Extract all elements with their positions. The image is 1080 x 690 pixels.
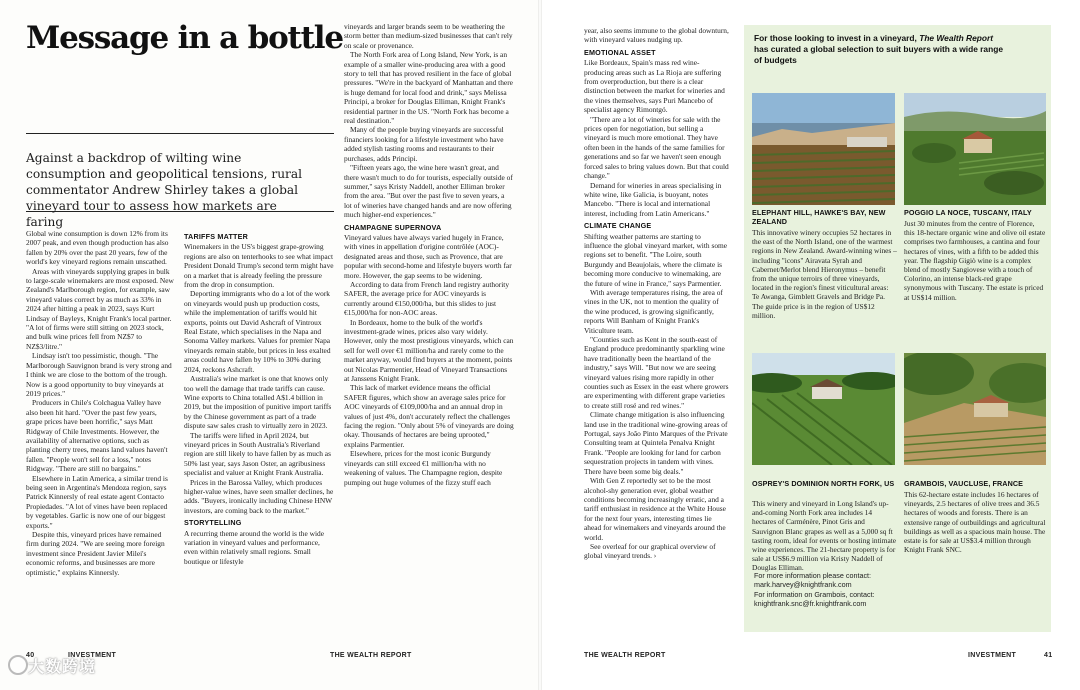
ospreys-dominion-photo [752,353,895,465]
listing-title: ELEPHANT HILL, HAWKE'S BAY, NEW ZEALAND [752,208,886,226]
paragraph: A recurring theme around the world is the wide variation in vineyard values and performance, even within relatively small regions. Small boutique or lifestyle [184,528,324,566]
paragraph: "There are a lot of wineries for sale with the prices open for negotiation, but selling a vineyard is much more emotional. They have often been in the hands of the same families for generations and so far we haven't seen enough forced sales to bring values down. But that could change." [584,114,729,181]
paragraph: Deporting immigrants who do a lot of the work on vineyards would push up production costs, while the implementation of tariffs would hit exports, points out David Ashcraft of Vintroux Real Estate, which specialises in the Napa and Sonoma Valley markets. Values for premier Napa vineyards remain stable, but prices in less exalted areas could have fallen by 10% to 30% during 2024, reckons Ashcraft. [184,289,331,374]
contact-label: For information on Grambois, contact: [754,589,875,599]
paragraph: Despite this, vineyard prices have remained firm during 2024. "We are seeing more foreign investment since President Javier Milei's economic reforms, and businesses are more optimistic," explains Kinnersly. [26,530,165,577]
section-heading-champagne: CHAMPAGNE SUPERNOVA [344,222,442,232]
headline-rule [26,133,334,134]
listing-title: GRAMBOIS, VAUCLUSE, FRANCE [904,479,1024,488]
paragraph: Demand for wineries in areas specialising in white wine, like Galicia, is buoyant, notes Mancebo. "There is local and international interest, including from Latin Americans." [584,180,722,218]
paragraph: Elsewhere, prices for the most iconic Burgundy vineyards can still exceed €1 million/ha with no weakening of values. The Champagne region, despite pumping out huge volumes of the fizzy stuff each [344,449,503,487]
paragraph: Vineyard values have always varied hugely in France, with vines in appellation d'origine contrôlée (AOC)-designated areas and those, such as Provence, that are popular with second-home and lifestyle buyers worth far more. However, the gap seems to be widening. [344,232,512,280]
watermark-logo-icon [8,655,28,675]
article-headline: Message in a bottle [26,20,343,56]
listing-description: This 62-hectare estate includes 16 hectares of vineyards, 2.5 hectares of olive trees and 36.5 hectares of woods and forests. There is an extensive range of outbuildings and agricultural buildings as well as a spacious main house. The estate is for sale at US$3.4 million through Knight Frank SNC. [904,490,1046,555]
page-gutter [538,0,542,690]
paragraph: Prices in the Barossa Valley, which produces higher-value wines, have seen smaller declines, he adds. "Buyers, ironically including Chinese HNW investors, are coming back to the market." [184,477,334,515]
article-column-3 [344,22,514,662]
standfirst-rule [26,211,334,212]
paragraph: This lack of market evidence means the official SAFER figures, which show an average sales price for AOC vineyards of €109,000/ha and an annual drop in values of just 4%, don't accurately reflect the challenges facing the region. "Only about 5% of vineyards are doing okay. Thousands of hectares are being uprooted," explains Parmentier. [344,383,514,449]
paragraph: Areas with vineyards supplying grapes in bulk to large-scale winemakers are most exposed. New Zealand's Marlborough region, for example, saw vineyard values correct by as much as 33% in 2024 after hitting a peak in 2023, says Kurt Lindsay of Bayleys, Knight Frank's local partner. "A lot of firms were still sitting on 2023 stock, and bulk wine prices fell from NZ$7 to NZ$3/litre." [26,266,174,351]
paragraph: The North Fork area of Long Island, New York, is an example of a smaller wine-producing area with a good story to tell that has proved resilient in the face of global pressures. "We're in the backyard of Manhattan and there is huge demand for local food and drink," says Melissa Principi, a broker for Douglas Elliman, Knight Frank's residential partner in the US. "North Fork has become a real destination." [344,50,513,126]
sidebar-intro-publication: The Wealth Report [919,33,994,43]
sidebar-intro-text: For those looking to invest in a vineyard, [754,33,920,43]
paragraph: With Gen Z reportedly set to be the most alcohol-shy generation ever, global weather conditions becoming increasingly erratic, and a tariff enthusiast in residence at the White House for the next four years, interesting times lie ahead for winemakers and vineyards around the world. [584,476,726,542]
contact-email-link[interactable]: knightfrank.snc@fr.knightfrank.com [754,599,867,609]
section-label-left: INVESTMENT [68,652,117,659]
page-number-left: 40 [26,652,35,659]
section-label-right: INVESTMENT [968,652,1017,659]
listing-description: This innovative winery occupies 52 hectares in the east of the North Island, one of the warmest regions in New Zealand. Award-winning wines – including "icons" Airavata Syrah and Cabernet/Merlot blend Hieronymus – benefit from the unique terroirs of three vineyards, located in the region's finest viticultural areas: Te Awanga, Gimblett Gravels and Bridge Pa. The guide price is in the region of US$12 million. [752,228,897,320]
listing-title: POGGIO LA NOCE, TUSCANY, ITALY [904,208,1032,217]
paragraph: vineyards and larger brands seem to be weathering the storm better than medium-sized businesses that can't rely on scale or provenance. [344,22,513,50]
paragraph: Climate change mitigation is also influencing land use in the traditional wine-growing areas of Portugal, says João Pinto Marques of the Private Consulting team at Quintela Penalva Knight Frank. "People are looking for land for carbon sequestration projects in tandem with vines. There have been some big deals." [584,410,728,476]
contact-email-link[interactable]: mark.harvey@knightfrank.com [754,580,852,590]
paragraph: Australia's wine market is one that knows only too well the damage that trade tariffs can cause. Wine exports to China totalled A$1.4 billion in 2019, but the imposition of punitive import tariffs by the Chinese government as part of a trade dispute saw sales crash to virtually zero in 2023. [184,374,332,431]
paragraph: Winemakers in the US's biggest grape-growing regions are also on tenterhooks to see what impact President Donald Trump's second term might have on a market that is already feeling the pressure from the drop in consumption. [184,242,334,290]
sidebar-intro-text: has curated a global selection to suit buyers with a wide range of budgets [754,43,1003,65]
section-heading-emotional-asset: EMOTIONAL ASSET [584,47,656,57]
paragraph: According to data from French land registry authority SAFER, the average price for AOC vineyards is currently around €150,000/ha, but this slides to just €15,000/ha for non-AOC areas. [344,279,510,318]
vineyard-listings-sidebar [744,25,1051,632]
section-heading-climate-change: CLIMATE CHANGE [584,221,652,231]
sidebar-intro [754,33,1004,65]
grambois-photo [904,353,1046,465]
watermark: 大数跨境 [28,657,97,676]
paragraph: With average temperatures rising, the area of vines in the UK, not to mention the quality of the wine produced, is growing significantly, reports Will Banham of Knight Frank's Viticulture team. [584,287,723,335]
listing-title: OSPREY'S DOMINION NORTH FORK, US [752,479,895,488]
paragraph: The tariffs were lifted in April 2024, but vineyard prices in South Australia's Riverland region are still likely to have fallen by as much as 50% last year, says Jason Oster, an agribusiness specialist and valuer at Knight Frank Australia. [184,430,331,478]
article-column-4 [584,26,729,646]
article-column-2 [184,229,334,647]
publication-label-right: THE WEALTH REPORT [584,652,666,659]
section-heading-tariffs: TARIFFS MATTER [184,232,249,241]
paragraph: Lindsay isn't too pessimistic, though. "The Marlborough Sauvignon brand is very strong and I think we are close to the bottom of the trough. Now is a good opportunity to buy vineyards at 2019 prices." [26,351,172,398]
paragraph: Many of the people buying vineyards are successful financiers looking for a lifestyle investment who have added stylish tasting rooms and restaurants to their purchases, adds Principi. [344,125,504,163]
standfirst: Against a backdrop of wilting wine consumption and geopolitical tensions, rural commentator Andrew Shirley takes a global vineyard tour to assess how markets are faring [26,151,303,229]
paragraph: Shifting weather patterns are starting to influence the global vineyard market, with some regions set to benefit. "The Loire, south Burgundy and Beaujolais, where the climate is becoming more conducive to winemaking, are the future of wine in France," says Parmentier. [584,231,728,288]
paragraph: Producers in Chile's Colchagua Valley have also been hit hard. "Over the past few years, grape prices have been horrific," says Matt Ridgway of Chile Investments. However, the availability of alternative options, such as planting cherry trees, means land values haven't fallen. "People won't sell for a loss," notes Ridgway. "There are still no bargains." [26,398,168,474]
paragraph: Global wine consumption is down 12% from its 2007 peak, and even though production has also fallen by 20% over the past 20 years, few of the world's key vineyard regions remain unscathed. [26,229,169,267]
paragraph: "Counties such as Kent in the south-east of England produce predominantly sparkling wine have traditionally been the heartland of the industry," says Will. "But now we are seeing vineyard values rising more rapidly in other counties such as Essex in the east where growers are experimenting with different grape varieties to create still rosé and red wines." [584,335,729,410]
paragraph: "Fifteen years ago, the wine here wasn't great, and there wasn't much to do for tourists, especially outside of summer," says Kristy Naddell, another Elliman broker from the area. "But over the past five to seven years, a lot of wineries have changed hands and are now offering much higher-end experiences." [344,163,513,220]
contact-label: For more information please contact: [754,571,872,580]
publication-label-left: THE WEALTH REPORT [330,652,412,659]
page-number-right: 41 [1044,652,1053,659]
paragraph: Like Bordeaux, Spain's mass red wine-producing areas such as La Rioja are suffering from overproduction, but there is a clear distinction between the market for wineries and the vines themselves, says Puri Mancebo of specialist agency Rimontgó. [584,58,725,115]
section-heading-storytelling: STORYTELLING [184,518,242,528]
paragraph: Elsewhere in Latin America, a similar trend is being seen in Argentina's Mendoza region, says Patrick Kinnersly of real estate agent Contacto Propiedades. "A lot of vines have been replaced by vegetables. Garlic is now one of our biggest exports." [26,473,168,530]
listing-description: This winery and vineyard in Long Island's up-and-coming North Fork area includes 14 hectares of Carménère, Pinot Gris and Sauvignon Blanc grapes as well as a 5,000 sq ft tasting room, ideal for events or hosting intimate wine experiences. The 21-hectare property is for sale at US$6.9 million via Kristy Naddell of Douglas Elliman. [752,499,897,573]
poggio-la-noce-photo [904,93,1046,205]
contact-info [754,571,1034,609]
paragraph: year, also seems immune to the global downturn, with vineyard values nudging up. [584,26,729,45]
elephant-hill-photo [752,93,895,205]
paragraph: In Bordeaux, home to the bulk of the world's investment-grade wines, prices also vary widely. However, only the most prestigious vineyards, which can sell for well over €1 million/ha and rarely come to the market anyway, would find buyers at the moment, points out Nicolas Parmentier, Head of Vineyard Transactions at Janssens Knight Frank. [344,317,514,384]
paragraph: See overleaf for our graphical overview of global vineyard trends. › [584,541,716,561]
listing-description: Just 30 minutes from the centre of Florence, this 18-hectare organic wine and olive oil estate comprises two farmhouses, a cantina and four hectares of vines, with a fifth to be added this year. The flagship Gigiò wine is a complex blend of mostly Sangiovese with a touch of Colorino, an intense black-red grape synonymous with Tuscany. The estate is priced at US$14 million. [904,219,1046,302]
article-column-1 [26,229,174,647]
